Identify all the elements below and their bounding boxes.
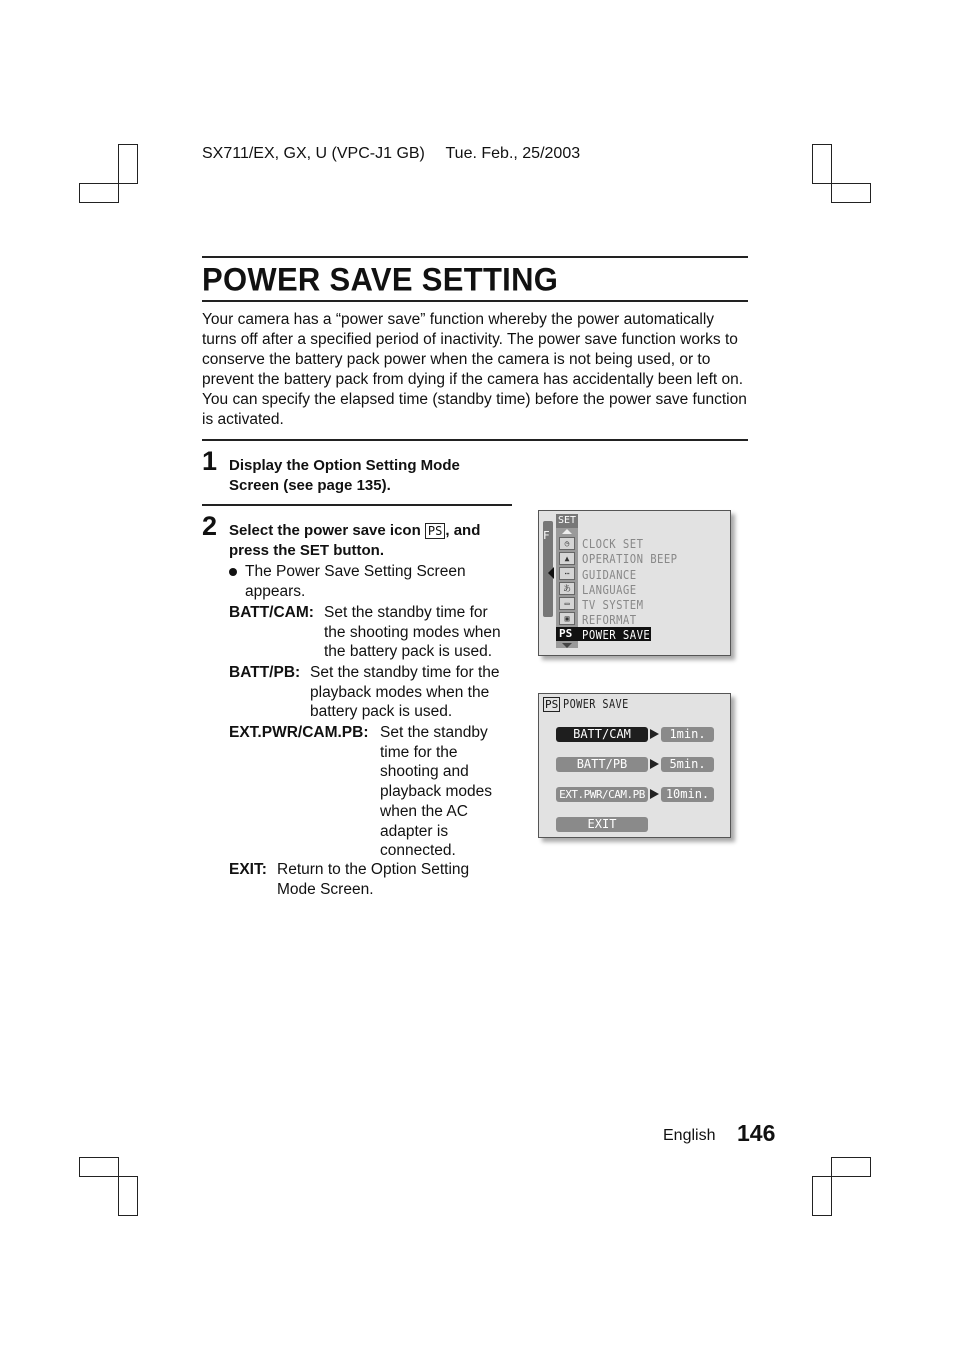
intro-paragraph: Your camera has a “power save” function whereby the power automatically turns off after a specified period of inactivity. The power save function works to conserve the battery pack power when the camera is not being used, or to prevent the battery pack from dying if the camera has accidentally been left on. You can specify the elapsed time (standby time) before the power save function is activated. bbox=[202, 311, 747, 428]
menu-item-tv-system[interactable]: TV SYSTEM bbox=[582, 597, 644, 612]
definition-item bbox=[229, 603, 519, 662]
bullet-icon bbox=[229, 568, 237, 576]
exit-button[interactable]: EXIT bbox=[556, 817, 648, 832]
crop-mark-tl bbox=[79, 183, 119, 203]
running-header bbox=[202, 145, 580, 163]
page-title: POWER SAVE SETTING bbox=[202, 261, 559, 298]
definition-item bbox=[229, 723, 519, 861]
clock-icon: ◷ bbox=[559, 537, 575, 550]
term-label: EXT.PWR/CAM.PB: bbox=[229, 724, 369, 741]
term-label: BATT/CAM: bbox=[229, 604, 314, 621]
step-text bbox=[229, 521, 509, 560]
step-number: 1 bbox=[202, 446, 218, 476]
guidance-icon: ⋯ bbox=[559, 567, 575, 580]
ext-pwr-value[interactable]: 10min. bbox=[661, 787, 714, 802]
page-number: 146 bbox=[737, 1120, 776, 1146]
power-save-icon: PS bbox=[559, 627, 573, 640]
menu-item-operation-beep[interactable]: OPERATION BEEP bbox=[582, 551, 678, 566]
model-text: SX711/EX, GX, U (VPC-J1 GB) bbox=[202, 145, 425, 162]
ext-pwr-option[interactable]: EXT.PWR/CAM.PB bbox=[556, 787, 648, 802]
batt-pb-value[interactable]: 5min. bbox=[661, 757, 714, 772]
step-text-part: Select the power save icon bbox=[229, 522, 421, 539]
definition-item bbox=[229, 663, 519, 722]
right-arrow-icon bbox=[650, 789, 659, 799]
step-text-part: , and press the SET button. bbox=[229, 522, 481, 559]
right-arrow-icon bbox=[650, 729, 659, 739]
ps-icon: PS bbox=[545, 698, 559, 711]
crop-mark-tl bbox=[118, 144, 138, 184]
right-arrow-icon bbox=[650, 759, 659, 769]
crop-mark-br bbox=[831, 1157, 871, 1177]
bullet-item: The Power Save Setting Screen appears. bbox=[229, 562, 489, 601]
step-number: 2 bbox=[202, 511, 218, 541]
batt-cam-value[interactable]: 1min. bbox=[661, 727, 714, 742]
footer-language: English bbox=[663, 1127, 716, 1144]
reformat-icon: ▣ bbox=[559, 612, 575, 625]
menu-item-power-save[interactable]: POWER SAVE bbox=[582, 627, 651, 642]
term-label: EXIT: bbox=[229, 861, 267, 878]
term-desc: Set the standby time for the shooting and playback modes when the AC adapter is connected. bbox=[380, 724, 493, 860]
crop-mark-br bbox=[812, 1176, 832, 1216]
term-desc: Return to the Option Setting Mode Screen. bbox=[277, 861, 470, 898]
term-desc: Set the standby time for the shooting modes when the battery pack is used. bbox=[324, 604, 501, 661]
ps-icon: PS bbox=[425, 523, 445, 539]
divider bbox=[202, 439, 748, 441]
term-desc: Set the standby time for the playback modes when the battery pack is used. bbox=[310, 664, 500, 721]
crop-mark-bl bbox=[118, 1176, 138, 1216]
definition-item bbox=[229, 860, 519, 899]
set-tab: SET bbox=[557, 515, 577, 526]
step-text: Display the Option Setting Mode Screen (see page 135). bbox=[229, 457, 460, 494]
language-icon: あ bbox=[559, 582, 575, 595]
beep-icon: ▲ bbox=[559, 552, 575, 565]
menu-item-reformat[interactable]: REFORMAT bbox=[582, 612, 637, 627]
left-arrow-icon bbox=[548, 567, 554, 579]
batt-cam-option[interactable]: BATT/CAM bbox=[556, 727, 648, 742]
screen-title: POWER SAVE bbox=[563, 697, 629, 711]
tv-icon: ▭ bbox=[559, 597, 575, 610]
divider bbox=[202, 300, 748, 302]
batt-pb-option[interactable]: BATT/PB bbox=[556, 757, 648, 772]
f-label: F bbox=[543, 529, 550, 542]
option-setting-screen bbox=[538, 510, 731, 656]
date-text: Tue. Feb., 25/2003 bbox=[445, 145, 581, 162]
crop-mark-tr bbox=[831, 183, 871, 203]
menu-item-language[interactable]: LANGUAGE bbox=[582, 582, 637, 597]
divider bbox=[202, 504, 512, 506]
term-label: BATT/PB: bbox=[229, 664, 301, 681]
up-arrow-icon bbox=[562, 529, 572, 534]
menu-item-guidance[interactable]: GUIDANCE bbox=[582, 567, 637, 582]
crop-mark-bl bbox=[79, 1157, 119, 1177]
crop-mark-tr bbox=[812, 144, 832, 184]
divider bbox=[202, 256, 748, 258]
down-arrow-icon bbox=[562, 643, 572, 648]
menu-item-clock-set[interactable]: CLOCK SET bbox=[582, 536, 644, 551]
power-save-screen bbox=[538, 693, 731, 838]
